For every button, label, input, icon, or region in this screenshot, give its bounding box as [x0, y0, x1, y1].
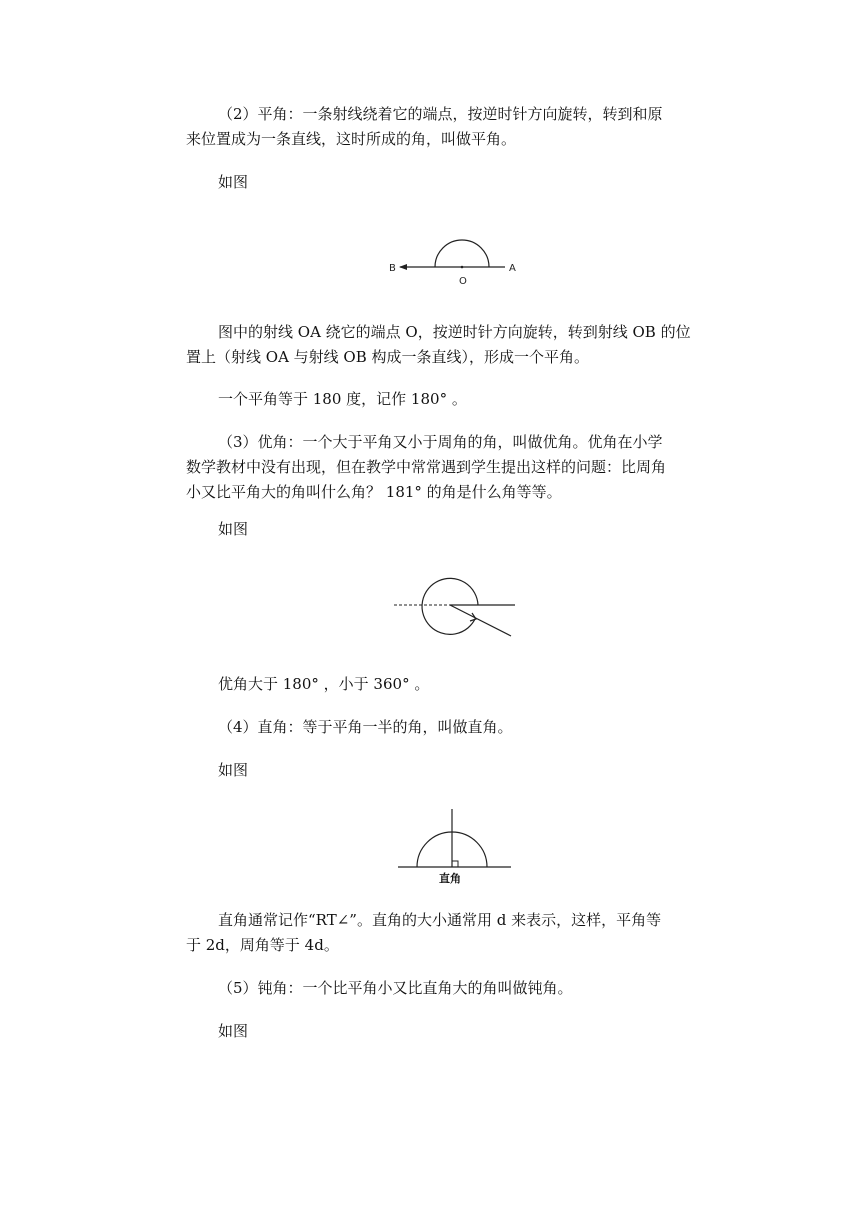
paragraph-reflex-angle [186, 430, 741, 505]
vertex-o-point [461, 266, 464, 269]
text-line: 小又比平角大的角叫什么角？ 181° 的角是什么角等等。 [186, 483, 562, 501]
text-line: 图中的射线 OA 绕它的端点 O，按逆时针方向旋转，转到射线 OB 的位 [218, 323, 691, 341]
paragraph-reflex-range: 优角大于 180° ，小于 360° 。 [218, 675, 430, 693]
flat-angle-figure [388, 233, 524, 287]
paragraph-right-notation [186, 908, 741, 958]
paragraph-flat-angle [186, 102, 741, 152]
paragraph-figure-explanation [186, 320, 741, 370]
label-o: O [459, 276, 467, 287]
as-shown-label: 如图 [218, 761, 249, 779]
text-line: 于 2d，周角等于 4d。 [186, 936, 339, 954]
as-shown-label: 如图 [218, 173, 249, 191]
arrow-head-b [399, 264, 407, 270]
right-angle-marker [452, 861, 458, 867]
text-line: 来位置成为一条直线，这时所成的角，叫做平角。 [186, 130, 517, 148]
text-line: 置上（射线 OA 与射线 OB 构成一条直线），形成一个平角。 [186, 348, 590, 366]
terminal-side-line [450, 605, 511, 636]
flat-angle-arc [435, 240, 489, 267]
text-line: （3）优角：一个大于平角又小于周角的角，叫做优角。优角在小学 [218, 433, 663, 451]
reflex-angle-figure [390, 570, 520, 640]
as-shown-label: 如图 [218, 1022, 249, 1040]
label-b: B [389, 263, 396, 274]
right-angle-label: 直角 [439, 872, 461, 885]
paragraph-obtuse-angle: （5）钝角：一个比平角小又比直角大的角叫做钝角。 [218, 979, 573, 997]
right-angle-figure [396, 806, 514, 886]
text-line: （2）平角：一条射线绕着它的端点，按逆时针方向旋转，转到和原 [218, 105, 663, 123]
as-shown-label: 如图 [218, 520, 249, 538]
paragraph-flat-measure: 一个平角等于 180 度，记作 180° 。 [218, 390, 467, 408]
paragraph-right-angle: （4）直角：等于平角一半的角，叫做直角。 [218, 718, 513, 736]
text-line: 直角通常记作“RT∠”。直角的大小通常用 d 来表示，这样，平角等 [218, 911, 662, 929]
text-line: 数学教材中没有出现，但在教学中常常遇到学生提出这样的问题：比周角 [186, 458, 667, 476]
label-a: A [509, 263, 516, 274]
reflex-arc [422, 578, 478, 634]
